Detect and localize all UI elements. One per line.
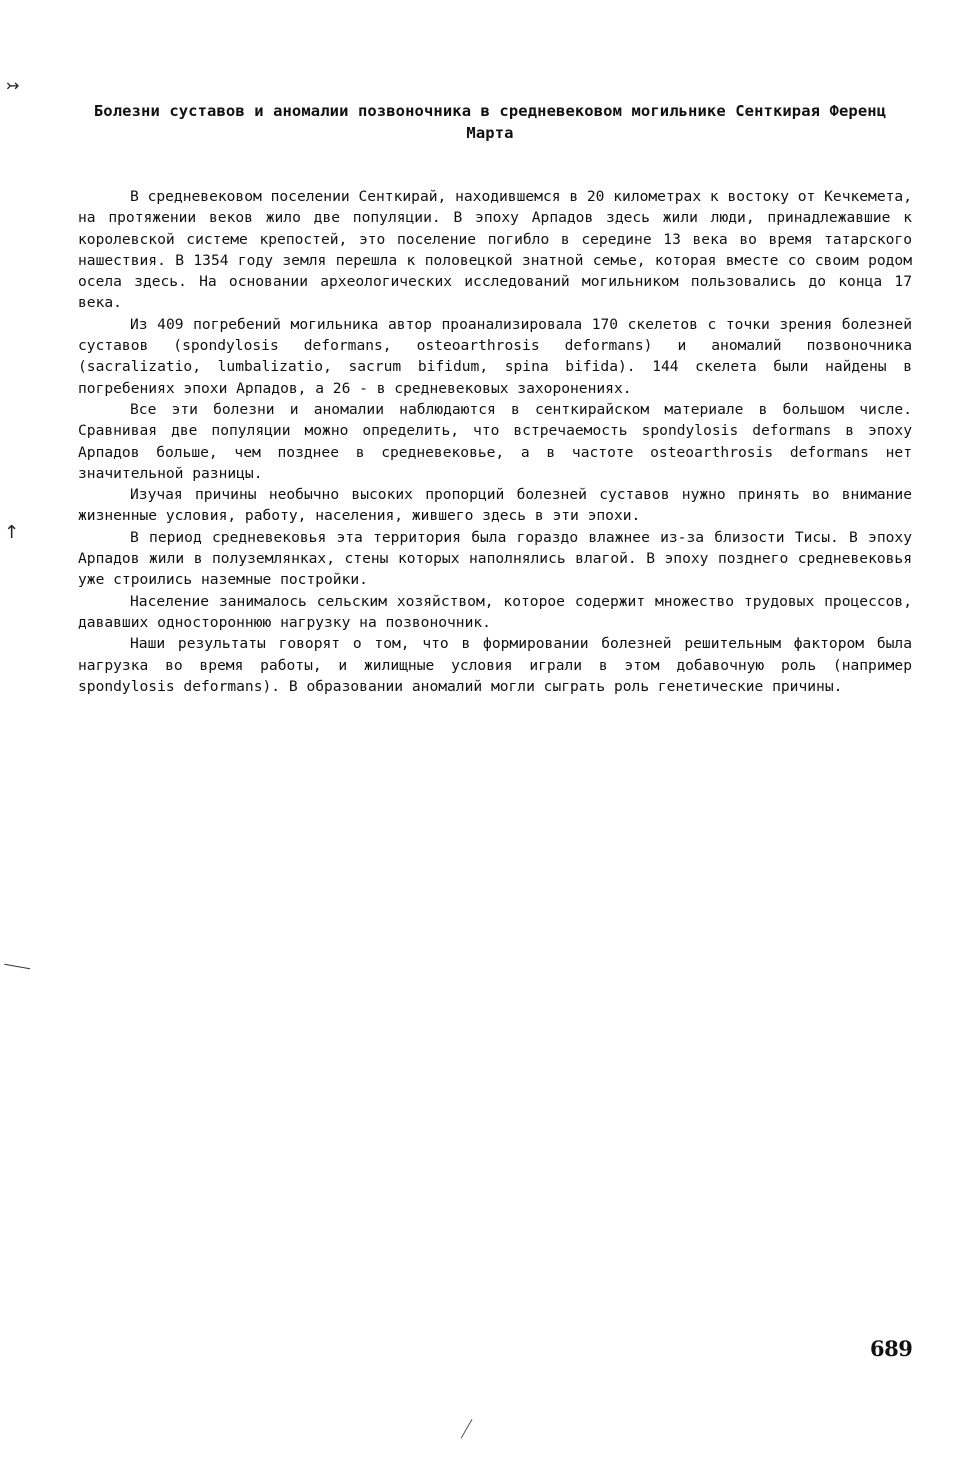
scan-mark-arrow-icon: ↑ — [4, 522, 20, 543]
paragraph: Изучая причины необычно высоких пропорций болезней суставов нужно принять во внимание жизненные условия, работу, населения, жившего здесь в эти эпохи. — [78, 486, 912, 525]
paragraph: Все эти болезни и аномалии наблюдаются в сенткирайском материале в большом числе. Сравнивая две популяции можно определить, что встречаемость spondylosis deformans в эпоху Арпадов больше, чем позднее в средневековье, а в частоте osteoarthrosis deformans нет значительной разницы. — [78, 400, 912, 482]
page-number: 689 — [870, 1336, 913, 1361]
paragraph: Население занималось сельским хозяйством, которое содержит множество трудовых процессов, дававших одностороннюю нагрузку на позвоночник. — [78, 592, 912, 631]
scan-mark-line — [4, 964, 30, 971]
paragraph: Из 409 погребений могильника автор проанализировала 170 скелетов с точки зрения болезней суставов (spondylosis deformans, osteoarthrosis deformans) и аномалий позвоночника (sacralizatio, lumbalizatio, sacrum bifidum, spina bifida). 144 скелета были найдены в погребениях эпохи Арпадов, а 26 - в средневековых захоронениях. — [78, 315, 912, 397]
scan-mark-line — [461, 1419, 474, 1439]
paragraph: Наши результаты говорят о том, что в формировании болезней решительным фактором была нагрузка во время работы, и жилищные условия играли в этом добавочную роль (например spondylosis deformans). В образовании аномалий могли сыграть роль генетические причины. — [78, 635, 912, 695]
scan-mark-arrow-icon: ↣ — [6, 76, 20, 95]
paragraph: В средневековом поселении Сенткирай, находившемся в 20 километрах к востоку от Кечкемета, на протяжении веков жило две популяции. В эпоху Арпадов здесь жили люди, принадлежавшие к королевской системе крепостей, это поселение погибло в середине 13 века во время татарского нашествия. В 1354 году земля перешла к половецкой знатной семье, которая вместе со своим родом осела здесь. На основании археологических исследований могильником пользовались до конца 17 века. — [78, 188, 912, 312]
document-body — [78, 186, 912, 697]
document-title: Болезни суставов и аномалии позвоночника в средневековом могильнике Сенткирая Ференц Марта — [93, 102, 887, 142]
paragraph: В период средневековья эта территория была гораздо влажнее из-за близости Тисы. В эпоху Арпадов жили в полуземлянках, стены которых наполнялись влагой. В эпоху позднего средневековья уже строились наземные постройки. — [78, 528, 912, 589]
